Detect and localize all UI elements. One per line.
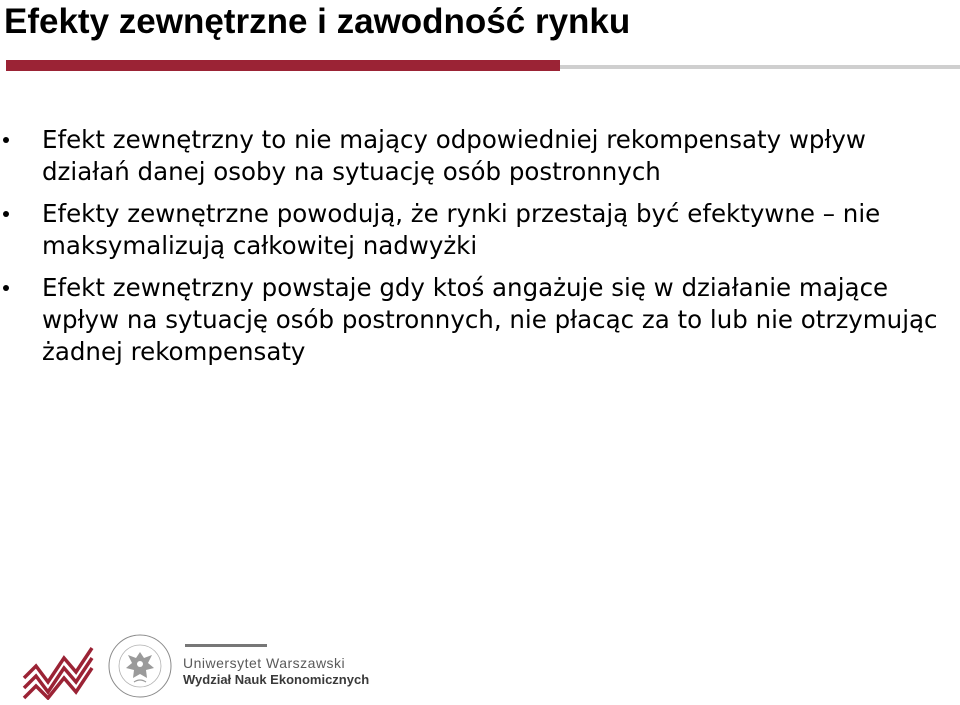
bullet-item — [0, 124, 950, 188]
slide-title: Efekty zewnętrzne i zawodność rynku — [4, 2, 631, 41]
logo-divider-line — [185, 644, 267, 647]
footer-branding — [20, 630, 440, 700]
faculty-name: Wydział Nauk Ekonomicznych — [183, 672, 370, 687]
bullet-item — [0, 272, 950, 368]
bullet-list — [0, 124, 950, 378]
university-name: Uniwersytet Warszawski — [183, 655, 346, 671]
bullet-text: Efekty zewnętrzne powodują, że rynki przestają być efektywne – nie maksymalizują całkowitej nadwyżki — [42, 199, 881, 260]
title-rule — [560, 65, 960, 69]
university-seal-icon — [104, 632, 176, 700]
bullet-dot-icon — [3, 211, 9, 217]
chart-logo-icon — [20, 638, 96, 700]
title-accent-bar — [6, 60, 560, 71]
bullet-dot-icon — [3, 137, 9, 143]
bullet-text: Efekt zewnętrzny powstaje gdy ktoś angażuje się w działanie mające wpływ na sytuację osób postronnych, nie płacąc za to lub nie otrzymując żadnej rekompensaty — [42, 273, 938, 366]
bullet-dot-icon — [3, 285, 9, 291]
bullet-item — [0, 198, 950, 262]
bullet-text: Efekt zewnętrzny to nie mający odpowiedniej rekompensaty wpływ działań danej osoby na sytuację osób postronnych — [42, 125, 866, 186]
